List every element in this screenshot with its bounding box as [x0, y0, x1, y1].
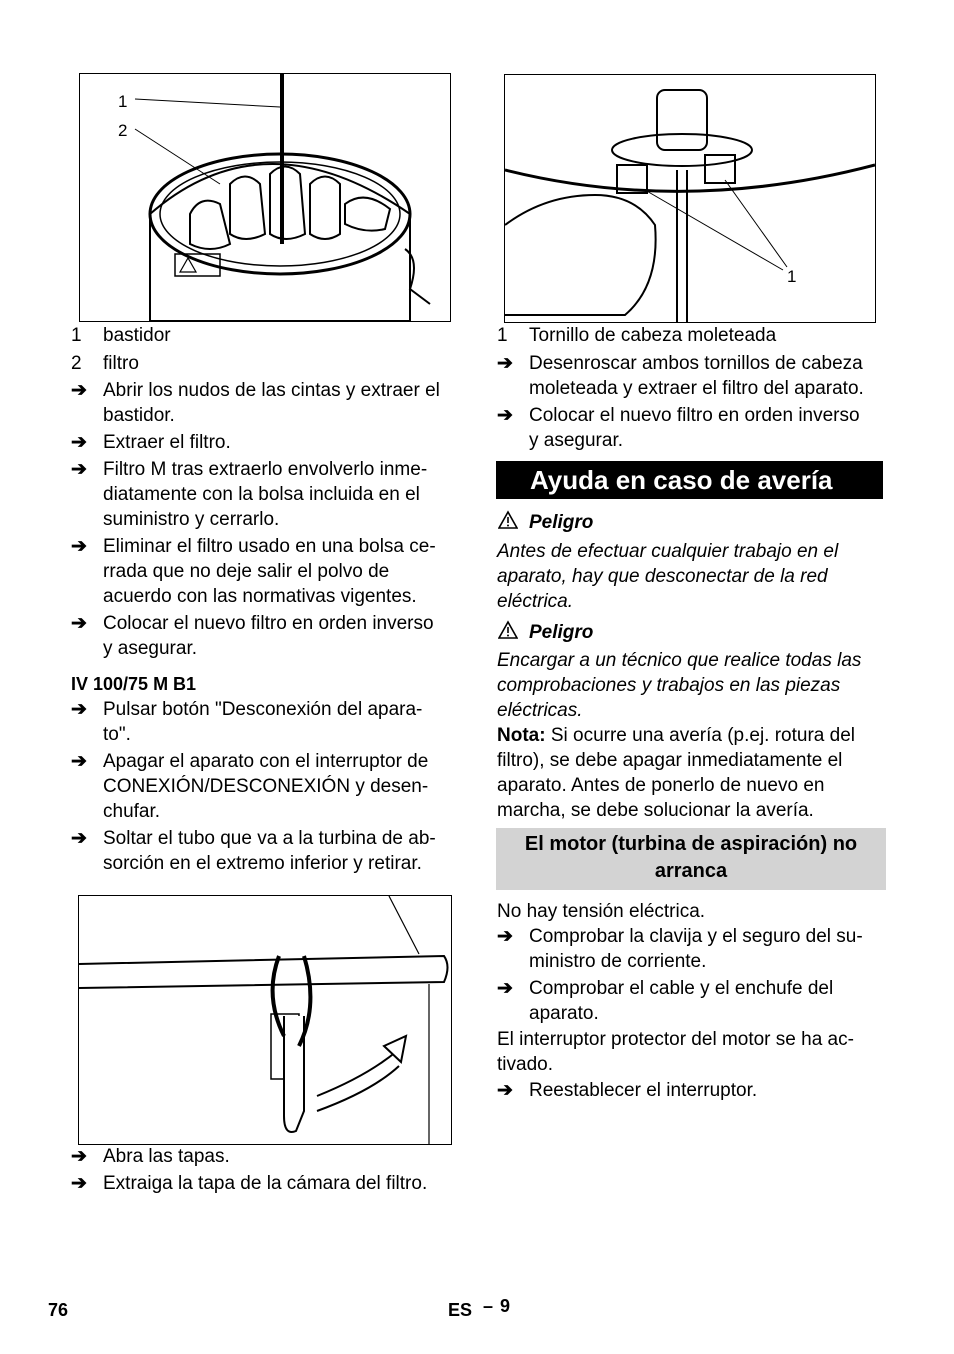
legend-num: 1: [71, 325, 82, 346]
note-line: Si ocurre una avería (p.ej. rotura del: [545, 725, 855, 746]
warning-line: Antes de efectuar cualquier trabajo en el: [497, 541, 839, 562]
arrow-right-icon: ➔: [497, 353, 513, 374]
step-text-line: Extraiga la tapa de la cámara del filtro.: [103, 1173, 428, 1194]
knurled-screw-illustration: [505, 75, 875, 322]
model-subheading: IV 100/75 M B1: [71, 674, 197, 694]
step-text-line: Colocar el nuevo filtro en orden inverso: [529, 405, 860, 426]
grey-heading: [496, 828, 886, 890]
step-text-line: to".: [103, 724, 131, 745]
step-text-line: Soltar el tubo que va a la turbina de ab-: [103, 828, 436, 849]
arrow-right-icon: ➔: [71, 613, 87, 634]
figure-lid-latch: [78, 895, 452, 1145]
step-text-line: Colocar el nuevo filtro en orden inverso: [103, 613, 434, 634]
step-text-line: Comprobar la clavija y el seguro del su-: [529, 926, 863, 947]
warning-line: aparato, hay que desconectar de la red: [497, 566, 828, 587]
cause-line: tivado.: [497, 1054, 553, 1075]
note-paragraph: [497, 723, 887, 823]
warning-triangle-icon: [498, 510, 518, 537]
step-text-line: Eliminar el filtro usado en una bolsa ce-: [103, 536, 436, 557]
note-line: aparato. Antes de ponerlo de nuevo en: [497, 775, 825, 796]
grey-heading-line: El motor (turbina de aspiración) no: [524, 833, 858, 855]
step-text-line: diatamente con la bolsa incluida en el: [103, 484, 420, 505]
footer-dash: –: [483, 1296, 494, 1316]
step-text-line: y asegurar.: [103, 638, 197, 659]
cause-text: [497, 1027, 887, 1077]
arrow-right-icon: ➔: [71, 459, 87, 480]
arrow-right-icon: ➔: [71, 699, 87, 720]
cause-text: No hay tensión eléctrica.: [497, 901, 706, 922]
arrow-right-icon: ➔: [497, 1080, 513, 1101]
page-number: 76: [48, 1300, 69, 1320]
warning-triangle-icon: [498, 620, 518, 647]
step-text-line: rrada que no deje salir el polvo de: [103, 561, 390, 582]
arrow-right-icon: ➔: [497, 978, 513, 999]
warning-title: Peligro: [529, 512, 594, 533]
fig1-label-1: 1: [118, 92, 128, 111]
warning-line: eléctricas.: [497, 700, 583, 721]
warning-line: comprobaciones y trabajos en las piezas: [497, 675, 841, 696]
lid-latch-illustration: [79, 896, 451, 1144]
figure-knurled-screws: [504, 74, 876, 323]
warning-title: Peligro: [529, 622, 594, 643]
warning-line: eléctrica.: [497, 591, 574, 612]
step-text-line: CONEXIÓN/DESCONEXIÓN y desen-: [103, 776, 429, 797]
step-text-line: aparato.: [529, 1003, 599, 1024]
step-text-line: moleteada y extraer el filtro del aparato.: [529, 378, 864, 399]
step-text-line: Abrir los nudos de las cintas y extraer el: [103, 380, 440, 401]
note-line: filtro), se debe apagar inmediatamente el: [497, 750, 843, 771]
step-text-line: y asegurar.: [529, 430, 623, 451]
arrow-right-icon: ➔: [71, 751, 87, 772]
section-banner: Ayuda en caso de avería: [496, 461, 883, 499]
step-text-line: Abra las tapas.: [103, 1146, 230, 1167]
step-text-line: suministro y cerrarlo.: [103, 509, 280, 530]
figure-filter-frame: [79, 73, 451, 322]
step-text-line: bastidor.: [103, 405, 175, 426]
arrow-right-icon: ➔: [497, 926, 513, 947]
note-line: marcha, se debe solucionar la avería.: [497, 800, 814, 821]
warning-line: Encargar a un técnico que realice todas las: [497, 650, 862, 671]
cause-line: El interruptor protector del motor se ha ac-: [497, 1029, 854, 1050]
legend-num: 1: [497, 325, 508, 346]
grey-heading-line: arranca: [654, 860, 728, 882]
arrow-right-icon: ➔: [71, 432, 87, 453]
legend-text: bastidor: [103, 325, 171, 346]
arrow-right-icon: ➔: [71, 1146, 87, 1167]
footer-lang: ES: [448, 1300, 473, 1320]
arrow-right-icon: ➔: [71, 1173, 87, 1194]
step-text-line: Pulsar botón "Desconexión del apara-: [103, 699, 423, 720]
note-label: Nota:: [497, 725, 546, 746]
step-text-line: Filtro M tras extraerlo envolverlo inme-: [103, 459, 428, 480]
filter-container-illustration: [80, 74, 450, 321]
arrow-right-icon: ➔: [497, 405, 513, 426]
legend-text: filtro: [103, 353, 139, 374]
legend-text: Tornillo de cabeza moleteada: [529, 325, 777, 346]
step-text-line: acuerdo con las normativas vigentes.: [103, 586, 417, 607]
step-text-line: Extraer el filtro.: [103, 432, 231, 453]
footer-sub: 9: [500, 1296, 511, 1316]
arrow-right-icon: ➔: [71, 536, 87, 557]
step-text-line: Comprobar el cable y el enchufe del: [529, 978, 834, 999]
arrow-right-icon: ➔: [71, 380, 87, 401]
step-text-line: ministro de corriente.: [529, 951, 707, 972]
step-text-line: Desenroscar ambos tornillos de cabeza: [529, 353, 863, 374]
step-text-line: chufar.: [103, 801, 161, 822]
arrow-right-icon: ➔: [71, 828, 87, 849]
fig-right-label-1: 1: [787, 267, 797, 286]
legend-num: 2: [71, 353, 82, 374]
step-text-line: Apagar el aparato con el interruptor de: [103, 751, 429, 772]
fig1-label-2: 2: [118, 121, 128, 140]
step-text-line: Reestablecer el interruptor.: [529, 1080, 758, 1101]
step-text-line: sorción en el extremo inferior y retirar.: [103, 853, 422, 874]
